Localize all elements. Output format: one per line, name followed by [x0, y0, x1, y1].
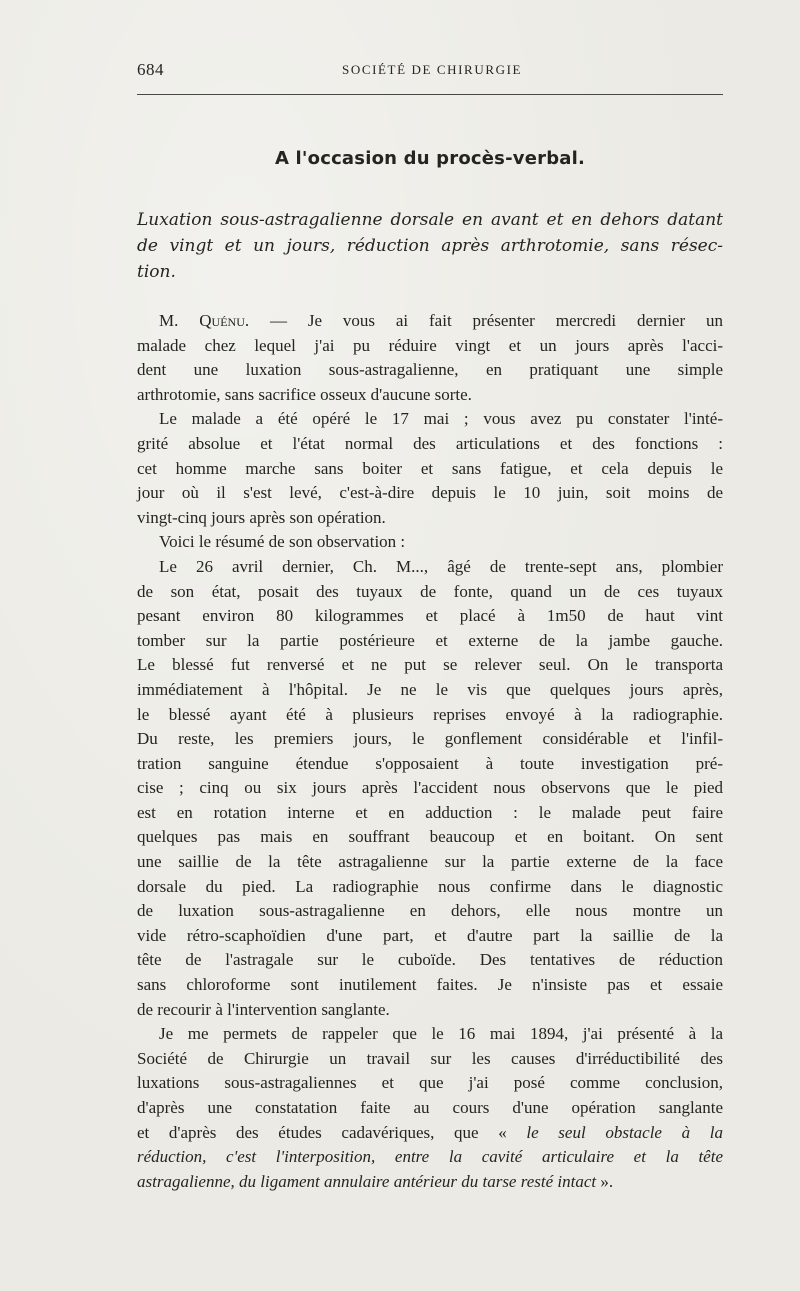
- body-line: Le blessé fut renversé et ne put se relever seul. On le transporta: [137, 655, 723, 675]
- body-line: dorsale du pied. La radiographie nous confirme dans le diagnostic: [137, 876, 723, 896]
- section-title: A l'occasion du procès-verbal.: [274, 148, 586, 169]
- body-line: de son état, posait des tuyaux de fonte, quand un de ces tuyaux: [137, 581, 723, 601]
- body-line: sans chloroforme sont inutilement faites. Je n'insiste pas et essaie: [137, 975, 723, 995]
- body-line: dent une luxation sous-astragalienne, en pratiquant une simple: [137, 360, 723, 380]
- body-line: [137, 309, 723, 334]
- body-line: quelques pas mais en souffrant beaucoup et en boitant. On sent: [137, 827, 723, 847]
- quote-intro: et d'après des études cadavériques, que «: [137, 1122, 527, 1142]
- body-line: grité absolue et l'état normal des articulations et des fonctions :: [137, 433, 723, 453]
- body-line: luxations sous-astragaliennes et que j'ai posé comme conclusion,: [137, 1073, 723, 1093]
- body-line: le blessé ayant été à plusieurs reprises envoyé à la radiographie.: [137, 704, 723, 724]
- body-line: Du reste, les premiers jours, le gonflement considérable et l'infil-: [137, 729, 723, 749]
- subtitle-line: tion.: [137, 262, 176, 282]
- body-line: tomber sur la partie postérieure et externe de la jambe gauche.: [137, 630, 723, 650]
- body-line: tration sanguine étendue s'opposaient à toute investigation pré-: [137, 753, 723, 773]
- author-name: Quénu: [199, 311, 245, 330]
- body-line: jour où il s'est levé, c'est-à-dire depuis le 10 juin, soit moins de: [137, 483, 723, 503]
- body-line: de luxation sous-astragalienne en dehors, elle nous montre un: [137, 901, 723, 921]
- body-line: [137, 1170, 723, 1195]
- subtitle-line: de vingt et un jours, réduction après arthrotomie, sans résec-: [137, 236, 723, 256]
- page-header: [137, 60, 723, 84]
- quote-text: le seul obstacle à la: [526, 1122, 724, 1142]
- author-prefix: M.: [159, 311, 200, 330]
- body-line: malade chez lequel j'ai pu réduire vingt et un jours après l'acci-: [137, 335, 723, 355]
- quote-text: astragalienne, du ligament annulaire antérieur du tarse resté intact: [137, 1171, 597, 1191]
- body-line: Le 26 avril dernier, Ch. M..., âgé de trente-sept ans, plombier: [159, 556, 723, 576]
- article-body: [137, 309, 723, 1194]
- body-line: Le malade a été opéré le 17 mai ; vous avez pu constater l'inté-: [159, 409, 723, 429]
- quote-line: réduction, c'est l'interposition, entre la cavité articulaire et la tête: [137, 1147, 723, 1167]
- body-line: d'après une constatation faite au cours d'une opération sanglante: [137, 1098, 723, 1117]
- body-line: cet homme marche sans boiter et sans fatigue, et cela depuis le: [137, 458, 723, 478]
- body-line: vingt-cinq jours après son opération.: [137, 507, 386, 527]
- body-line: Je me permets de rappeler que le 16 mai 1894, j'ai présenté à la: [159, 1024, 723, 1044]
- body-line: vide rétro-scaphoïdien d'une part, et d'autre part la saillie de la: [137, 925, 723, 945]
- quote-close: ».: [596, 1171, 614, 1191]
- body-line: arthrotomie, sans sacrifice osseux d'aucune sorte.: [137, 384, 472, 404]
- body-line: de recourir à l'intervention sanglante.: [137, 999, 390, 1019]
- body-line: est en rotation interne et en adduction : le malade peut faire: [137, 802, 723, 822]
- body-line: immédiatement à l'hôpital. Je ne le vis que quelques jours après,: [137, 679, 723, 699]
- body-text: Je vous ai fait présenter mercredi dernier un: [307, 311, 723, 330]
- article-subtitle: [137, 207, 723, 285]
- body-line: cise ; cinq ou six jours après l'accident nous observons que le pied: [137, 778, 723, 798]
- body-line: [137, 1121, 723, 1146]
- body-line: une saillie de la tête astragalienne sur la partie externe de la face: [137, 852, 723, 872]
- body-line: pesant environ 80 kilogrammes et placé à 1m50 de haut vint: [137, 606, 723, 626]
- author-dash: . —: [244, 311, 308, 330]
- subtitle-line: Luxation sous-astragalienne dorsale en avant et en dehors datant: [137, 210, 723, 230]
- body-line: Voici le résumé de son observation :: [159, 532, 406, 552]
- running-title: SOCIÉTÉ DE CHIRURGIE: [342, 62, 523, 77]
- body-line: Société de Chirurgie un travail sur les causes d'irréductibilité des: [137, 1048, 723, 1068]
- body-line: tête de l'astragale sur le cuboïde. Des tentatives de réduction: [137, 950, 723, 970]
- page-number: 684: [137, 60, 164, 79]
- header-rule: [137, 94, 723, 95]
